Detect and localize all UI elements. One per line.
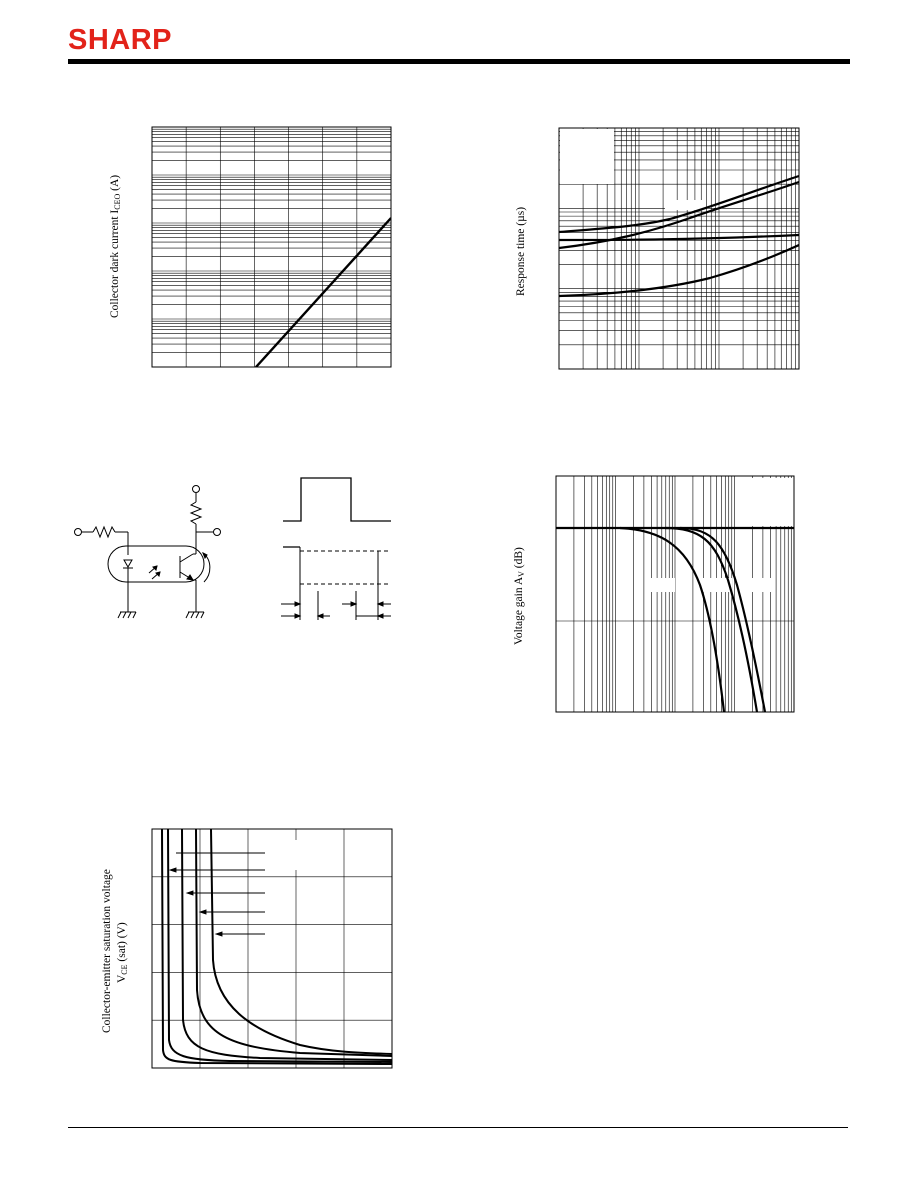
- saturation-ylabel-line1: Collector-emitter saturation voltage: [101, 869, 113, 1033]
- sharp-logo: SHARP: [68, 24, 173, 56]
- test-circuit-diagram: [75, 486, 221, 619]
- response-time-chart: [515, 128, 799, 369]
- dark-current-curve: [256, 218, 391, 367]
- saturation-voltage-chart: [101, 829, 392, 1068]
- dark-current-ylabel: Collector dark current ICEO (A): [109, 174, 122, 318]
- voltage-gain-ylabel: Voltage gain AV (dB): [513, 547, 526, 645]
- response-curve-4: [559, 245, 799, 296]
- dark-current-chart: [109, 127, 391, 367]
- switching-waveform-diagram: [281, 478, 391, 620]
- voltage-gain-chart: [513, 476, 794, 712]
- response-curve-3: [559, 235, 799, 240]
- saturation-ylabel-line2: VCE (sat) (V): [116, 922, 129, 983]
- response-time-ylabel: Response time (µs): [515, 206, 527, 296]
